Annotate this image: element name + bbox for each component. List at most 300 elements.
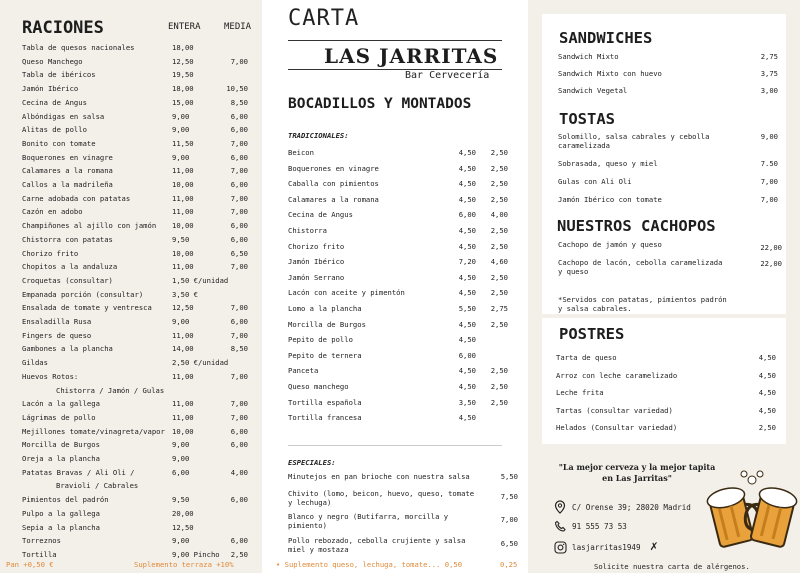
tosta-price: 7,00 bbox=[760, 195, 778, 204]
tradicional-row bbox=[262, 303, 528, 314]
racion-media: 6,00 bbox=[230, 180, 248, 189]
tradicional-price-a: 6,00 bbox=[458, 210, 476, 220]
tradicional-price-b: 2,50 bbox=[490, 382, 508, 391]
tosta-item bbox=[558, 132, 778, 150]
tradicional-price-b: 2,50 bbox=[490, 272, 508, 282]
tradicional-row bbox=[262, 287, 528, 298]
racion-row bbox=[0, 412, 262, 423]
tradicional-price-a: 4,50 bbox=[458, 366, 476, 376]
especial-line2: y lechuga) bbox=[288, 498, 332, 507]
racion-name: Gildas bbox=[22, 358, 48, 368]
brand-name: LAS JARRITAS bbox=[324, 44, 499, 68]
tradicional-name: Chistorra bbox=[288, 226, 327, 235]
racion-row bbox=[0, 83, 262, 94]
raciones-title: RACIONES bbox=[22, 18, 104, 38]
racion-name: Ensalada de tomate y ventresca bbox=[22, 303, 152, 313]
tradicional-name: Boquerones en vinagre bbox=[288, 163, 379, 173]
tradicional-price-b: 2,50 bbox=[490, 148, 508, 157]
postre-row bbox=[528, 352, 800, 363]
racion-row bbox=[0, 535, 262, 546]
racion-row bbox=[0, 522, 262, 533]
racion-row bbox=[0, 439, 262, 450]
postre-price: 4,50 bbox=[758, 405, 776, 415]
racion-name: Lágrimas de pollo bbox=[22, 412, 96, 422]
tradicional-row bbox=[262, 334, 528, 345]
especial-price: 6,50 bbox=[500, 539, 518, 548]
racion-row bbox=[0, 220, 262, 231]
racion-row bbox=[0, 289, 262, 300]
racion-row bbox=[0, 69, 262, 80]
racion-media: 6,00 bbox=[230, 221, 248, 231]
racion-row bbox=[0, 330, 262, 341]
postres-title: POSTRES bbox=[559, 325, 625, 343]
slogan-line1: "La mejor cerveza y la mejor tapita bbox=[558, 462, 716, 472]
instagram: lasjarritas1949 bbox=[572, 543, 641, 552]
postre-price: 4,50 bbox=[758, 353, 776, 362]
racion-media: 6,00 bbox=[230, 152, 248, 162]
section-divider bbox=[288, 445, 502, 446]
right-panel bbox=[528, 0, 800, 573]
racion-row bbox=[0, 248, 262, 259]
racion-row bbox=[0, 97, 262, 108]
cachopos-note bbox=[558, 295, 727, 313]
tradicional-price-b: 2,50 bbox=[490, 194, 508, 204]
racion-entera: 11,00 bbox=[172, 412, 194, 422]
tradicional-name: Cecina de Angus bbox=[288, 210, 353, 220]
racion-row bbox=[0, 453, 262, 464]
racion-name: Torreznos bbox=[22, 536, 61, 546]
racion-name: Bonito con tomate bbox=[22, 138, 96, 148]
racion-name: Mejillones tomate/vinagreta/vapor bbox=[22, 426, 165, 436]
racion-media: 7,00 bbox=[230, 193, 248, 203]
tradicional-price-a: 4,50 bbox=[458, 319, 476, 329]
racion-media: 7,00 bbox=[230, 207, 248, 217]
location-icon bbox=[554, 500, 566, 514]
racion-entera: 11,00 bbox=[172, 330, 194, 340]
sandwiches-title: SANDWICHES bbox=[559, 29, 653, 47]
especial-line1: Chivito (lomo, beicon, huevo, queso, tomate bbox=[288, 489, 475, 498]
racion-name: Oreja a la plancha bbox=[22, 454, 100, 463]
tradicionales-title: TRADICIONALES: bbox=[288, 131, 349, 140]
postre-price: 4,50 bbox=[758, 370, 776, 380]
racion-name: Chistorra / Jamón / Gulas bbox=[56, 385, 165, 395]
racion-row bbox=[0, 302, 262, 313]
tradicional-name: Queso manchego bbox=[288, 382, 349, 391]
postre-name: Arroz con leche caramelizado bbox=[556, 370, 678, 380]
racion-entera: 18,00 bbox=[172, 43, 194, 52]
tradicional-price-a: 3,50 bbox=[458, 397, 476, 407]
racion-media: 6,00 bbox=[230, 234, 248, 244]
tradicional-name: Lacón con aceite y pimentón bbox=[288, 288, 405, 298]
racion-row bbox=[0, 275, 262, 286]
racion-row bbox=[0, 426, 262, 437]
racion-media: 7,00 bbox=[230, 166, 248, 176]
tosta-line2: caramelizada bbox=[558, 141, 610, 150]
racion-name: Boquerones en vinagre bbox=[22, 152, 113, 162]
sandwich-row bbox=[528, 51, 800, 62]
racion-entera: 15,00 bbox=[172, 97, 194, 107]
tradicional-price-b: 4,00 bbox=[490, 210, 508, 220]
racion-row bbox=[0, 124, 262, 135]
racion-row bbox=[0, 261, 262, 272]
racion-name: Patatas Bravas / Ali Oli / bbox=[22, 467, 135, 477]
racion-name: Tabla de ibéricos bbox=[22, 70, 96, 80]
racion-name: Pimientos del padrón bbox=[22, 495, 109, 505]
especial-line1: Blanco y negro (Butifarra, morcilla y bbox=[288, 512, 449, 521]
sandwich-price: 3,75 bbox=[760, 69, 778, 78]
tradicional-row bbox=[262, 209, 528, 220]
sandwich-name: Sandwich Mixto con huevo bbox=[558, 69, 662, 78]
racion-entera: 11,00 bbox=[172, 207, 194, 217]
racion-entera: 11,50 bbox=[172, 138, 194, 148]
tradicional-row bbox=[262, 163, 528, 174]
racion-entera: 20,00 bbox=[172, 508, 194, 518]
racion-row bbox=[0, 398, 262, 409]
racion-entera: 14,00 bbox=[172, 344, 194, 354]
tradicional-row bbox=[262, 194, 528, 205]
racion-name: Calamares a la romana bbox=[22, 166, 113, 176]
cachopos-note-line1: *Servidos con patatas, pimientos padrón bbox=[558, 295, 727, 304]
racion-name: Alitas de pollo bbox=[22, 125, 87, 135]
especial-line1: Pollo rebozado, cebolla crujiente y salsa bbox=[288, 536, 466, 545]
racion-entera: 9,00 bbox=[172, 440, 190, 450]
tradicional-price-a: 4,50 bbox=[458, 194, 476, 204]
especiales-title: ESPECIALES: bbox=[288, 458, 336, 467]
racion-name: Empanada porción (consultar) bbox=[22, 289, 144, 299]
cachopo-line2: y queso bbox=[558, 267, 589, 276]
tradicional-price-a: 4,50 bbox=[458, 382, 476, 391]
tosta-line1: Sobrasada, queso y miel bbox=[558, 159, 658, 168]
tradicional-name: Caballa con pimientos bbox=[288, 179, 379, 189]
racion-entera: 11,00 bbox=[172, 262, 194, 272]
brand-subtitle: Bar Cervecería bbox=[405, 70, 490, 81]
tradicional-price-b: 2,50 bbox=[490, 366, 508, 376]
tradicional-name: Morcilla de Burgos bbox=[288, 319, 366, 329]
racion-row bbox=[0, 206, 262, 217]
footer-terraza: Suplemento terraza +10% bbox=[134, 560, 234, 569]
racion-entera: 10,00 bbox=[172, 426, 194, 436]
postre-name: Tarta de queso bbox=[556, 353, 617, 362]
racion-row bbox=[0, 138, 262, 149]
racion-media: 6,00 bbox=[230, 440, 248, 450]
racion-row bbox=[0, 152, 262, 163]
tostas-title: TOSTAS bbox=[559, 110, 615, 128]
racion-name: Jamón Ibérico bbox=[22, 84, 79, 94]
racion-entera: 19,50 bbox=[172, 70, 194, 80]
tradicional-name: Lomo a la plancha bbox=[288, 304, 362, 313]
racion-media: 8,50 bbox=[230, 344, 248, 354]
tradicional-price-b: 2,50 bbox=[490, 241, 508, 251]
bocadillos-panel bbox=[262, 0, 528, 573]
racion-entera: 9,00 Pincho bbox=[172, 549, 220, 559]
especial-item bbox=[288, 489, 518, 507]
tradicional-price-b: 2,50 bbox=[490, 179, 508, 189]
racion-entera: 6,00 bbox=[172, 467, 190, 477]
tradicional-price-a: 4,50 bbox=[458, 241, 476, 251]
tradicional-name: Beicon bbox=[288, 148, 314, 157]
cachopo-item bbox=[558, 240, 782, 252]
cachopo-item bbox=[558, 258, 782, 276]
racion-media: 7,00 bbox=[230, 371, 248, 381]
tradicional-price-b: 2,75 bbox=[490, 304, 508, 313]
racion-name: Chorizo frito bbox=[22, 248, 79, 258]
tosta-price: 7.50 bbox=[760, 159, 778, 168]
tradicional-row bbox=[262, 319, 528, 330]
tradicional-row bbox=[262, 225, 528, 236]
address: C/ Orense 39; 28020 Madrid bbox=[572, 503, 691, 512]
cachopo-line1: Cachopo de jamón y queso bbox=[558, 240, 662, 249]
racion-name: Champiñones al ajillo con jamón bbox=[22, 221, 157, 231]
tosta-item bbox=[558, 195, 778, 204]
tradicional-price-b: 2,50 bbox=[490, 397, 508, 407]
tosta-price: 9,00 bbox=[760, 132, 778, 141]
racion-media: 7,00 bbox=[230, 412, 248, 422]
tradicional-price-a: 4,50 bbox=[458, 288, 476, 298]
tradicional-name: Jamón Serrano bbox=[288, 272, 345, 282]
racion-entera: 11,00 bbox=[172, 399, 194, 409]
tradicional-row bbox=[262, 381, 528, 392]
racion-entera: 3,50 € bbox=[172, 289, 198, 299]
postre-name: Leche frita bbox=[556, 388, 604, 398]
racion-name: Pulpo a la gallega bbox=[22, 508, 100, 518]
racion-media: 10,50 bbox=[226, 84, 248, 94]
racion-name: Huevos Rotos: bbox=[22, 371, 79, 381]
racion-entera: 9,00 bbox=[172, 454, 190, 463]
racion-name: Fingers de queso bbox=[22, 330, 92, 340]
tradicional-price-a: 6,00 bbox=[458, 350, 476, 360]
tradicional-row bbox=[262, 178, 528, 189]
racion-row bbox=[0, 42, 262, 53]
racion-media: 7,00 bbox=[230, 303, 248, 313]
title-divider bbox=[288, 40, 502, 41]
tradicional-name: Panceta bbox=[288, 366, 319, 376]
tradicional-row bbox=[262, 412, 528, 423]
x-logo-icon: ✗ bbox=[650, 539, 658, 554]
tradicional-name: Pepito de ternera bbox=[288, 350, 362, 360]
postre-row bbox=[528, 387, 800, 398]
racion-name: Lacón a la gallega bbox=[22, 399, 100, 409]
racion-entera: 12,50 bbox=[172, 522, 194, 532]
racion-name: Callos a la madrileña bbox=[22, 180, 113, 189]
tosta-item bbox=[558, 177, 778, 186]
sandwich-price: 2,75 bbox=[760, 52, 778, 61]
tradicional-price-a: 4,50 bbox=[458, 335, 476, 345]
cachopo-price: 22,00 bbox=[760, 259, 782, 268]
tradicional-price-a: 5,50 bbox=[458, 304, 476, 313]
col-media-header: MEDIA bbox=[224, 22, 252, 32]
racion-name: Chistorra con patatas bbox=[22, 234, 113, 244]
racion-entera: 11,00 bbox=[172, 371, 194, 381]
racion-name: Cecina de Angus bbox=[22, 97, 87, 107]
postre-row bbox=[528, 370, 800, 381]
racion-row bbox=[0, 193, 262, 204]
racion-entera: 11,00 bbox=[172, 193, 194, 203]
tradicional-name: Tortilla francesa bbox=[288, 413, 362, 423]
racion-media: 2,50 bbox=[230, 549, 248, 559]
racion-entera: 9,50 bbox=[172, 495, 190, 505]
racion-entera: 9,00 bbox=[172, 317, 190, 326]
tradicional-price-a: 4,50 bbox=[458, 163, 476, 173]
racion-media: 7,00 bbox=[230, 330, 248, 340]
racion-name: Tabla de quesos nacionales bbox=[22, 43, 135, 52]
racion-entera: 1,50 €/unidad bbox=[172, 275, 229, 285]
racion-media: 8,50 bbox=[230, 97, 248, 107]
tosta-line1: Jamón Ibérico con tomate bbox=[558, 195, 662, 204]
racion-row bbox=[0, 165, 262, 176]
racion-row bbox=[0, 56, 262, 67]
racion-name: Queso Manchego bbox=[22, 56, 83, 66]
suplemento-note: • Suplemento queso, lechuga, tomate... 0,50 bbox=[276, 560, 463, 569]
tradicional-name: Calamares a la romana bbox=[288, 194, 379, 204]
racion-row bbox=[0, 480, 262, 491]
tradicional-price-a: 4,50 bbox=[458, 226, 476, 235]
racion-entera: 10,00 bbox=[172, 248, 194, 258]
postre-price: 2,50 bbox=[758, 423, 776, 433]
racion-media: 7,00 bbox=[230, 399, 248, 409]
racion-media: 7,00 bbox=[230, 56, 248, 66]
racion-media: 4,00 bbox=[230, 467, 248, 477]
especial-line2: miel y mostaza bbox=[288, 545, 349, 554]
tosta-price: 7,00 bbox=[760, 177, 778, 186]
especial-line2: pimiento) bbox=[288, 521, 327, 530]
sandwich-row bbox=[528, 85, 800, 96]
suplemento-note-b: 0,25 bbox=[500, 560, 518, 569]
tradicional-price-b: 2,50 bbox=[490, 319, 508, 329]
tradicional-row bbox=[262, 397, 528, 408]
alergenos-note: Solicite nuestra carta de alérgenos. bbox=[594, 562, 750, 571]
cachopos-title: NUESTROS CACHOPOS bbox=[557, 217, 716, 235]
racion-entera: 12,50 bbox=[172, 303, 194, 313]
footer-pan: Pan +0,50 € bbox=[6, 560, 54, 569]
racion-entera: 11,00 bbox=[172, 166, 194, 176]
especial-item bbox=[288, 536, 518, 554]
phone: 91 555 73 53 bbox=[572, 522, 627, 531]
tradicional-price-a: 4,50 bbox=[458, 148, 476, 157]
tradicional-row bbox=[262, 350, 528, 361]
racion-row bbox=[0, 467, 262, 478]
racion-name: Croquetas (consultar) bbox=[22, 275, 113, 285]
racion-entera: 9,00 bbox=[172, 152, 190, 162]
racion-row bbox=[0, 316, 262, 327]
sandwich-name: Sandwich Mixto bbox=[558, 52, 619, 61]
racion-row bbox=[0, 357, 262, 368]
racion-entera: 9,00 bbox=[172, 536, 190, 546]
tradicional-price-b: 4,60 bbox=[490, 257, 508, 267]
racion-name: Bravioli / Cabrales bbox=[56, 481, 139, 491]
tradicional-price-a: 4,50 bbox=[458, 272, 476, 282]
tradicional-row bbox=[262, 256, 528, 267]
tradicional-row bbox=[262, 365, 528, 376]
especial-line1: Minutejos en pan brioche con nuestra salsa bbox=[288, 472, 470, 481]
racion-row bbox=[0, 549, 262, 560]
racion-entera: 9,50 bbox=[172, 234, 190, 244]
tradicional-name: Pepito de pollo bbox=[288, 335, 353, 345]
tradicional-price-b: 2,50 bbox=[490, 288, 508, 298]
tradicional-row bbox=[262, 272, 528, 283]
tosta-line1: Gulas con Ali Oli bbox=[558, 177, 632, 186]
slogan-line2: en Las Jarritas" bbox=[602, 473, 672, 483]
racion-entera: 9,00 bbox=[172, 125, 190, 135]
racion-entera: 10,00 bbox=[172, 221, 194, 231]
sandwich-name: Sandwich Vegetal bbox=[558, 86, 628, 95]
tradicional-price-b: 2,50 bbox=[490, 163, 508, 173]
racion-media: 6,00 bbox=[230, 317, 248, 326]
racion-entera: 12,50 bbox=[172, 56, 194, 66]
racion-name: Ensaladilla Rusa bbox=[22, 317, 92, 326]
racion-media: 6,50 bbox=[230, 248, 248, 258]
tradicional-price-b: 2,50 bbox=[490, 226, 508, 235]
postre-price: 4,50 bbox=[758, 388, 776, 398]
raciones-panel bbox=[0, 0, 262, 573]
racion-media: 7,00 bbox=[230, 262, 248, 272]
racion-entera: 2,50 €/unidad bbox=[172, 358, 229, 368]
racion-name: Albóndigas en salsa bbox=[22, 111, 105, 121]
racion-row bbox=[0, 234, 262, 245]
tosta-line1: Solomillo, salsa cabrales y cebolla bbox=[558, 132, 710, 141]
sandwich-price: 3,00 bbox=[760, 86, 778, 95]
sandwich-row bbox=[528, 68, 800, 79]
tradicional-name: Jamón Ibérico bbox=[288, 257, 345, 267]
racion-name: Morcilla de Burgos bbox=[22, 440, 100, 450]
cachopo-line1: Cachopo de lacón, cebolla caramelizada bbox=[558, 258, 723, 267]
beer-mugs-illustration bbox=[704, 468, 800, 558]
racion-media: 7,00 bbox=[230, 138, 248, 148]
racion-row bbox=[0, 343, 262, 354]
instagram-icon bbox=[554, 541, 567, 554]
cachopos-note-line2: y salsa cabrales. bbox=[558, 304, 632, 313]
racion-row bbox=[0, 494, 262, 505]
racion-name: Tortilla bbox=[22, 549, 57, 559]
especial-item bbox=[288, 512, 518, 530]
postre-name: Tartas (consultar variedad) bbox=[556, 405, 673, 415]
racion-name: Carne adobada con patatas bbox=[22, 193, 131, 203]
postre-row bbox=[528, 422, 800, 433]
racion-name: Gambones a la plancha bbox=[22, 344, 113, 354]
especial-price: 7,50 bbox=[500, 492, 518, 501]
tradicional-row bbox=[262, 147, 528, 158]
racion-row bbox=[0, 179, 262, 190]
racion-row bbox=[0, 508, 262, 519]
carta-title: CARTA bbox=[288, 6, 360, 31]
especial-price: 5,50 bbox=[500, 472, 518, 481]
tosta-item bbox=[558, 159, 778, 168]
racion-entera: 10,00 bbox=[172, 180, 194, 189]
tradicional-row bbox=[262, 241, 528, 252]
slogan bbox=[552, 462, 722, 484]
racion-media: 6,00 bbox=[230, 536, 248, 546]
tradicional-price-a: 4,50 bbox=[458, 413, 476, 423]
racion-media: 6,00 bbox=[230, 125, 248, 135]
especial-item bbox=[288, 472, 518, 481]
cachopo-price: 22,00 bbox=[760, 243, 782, 252]
racion-entera: 18,00 bbox=[172, 84, 194, 94]
racion-name: Cazón en adobo bbox=[22, 207, 83, 217]
tradicional-price-a: 7,20 bbox=[458, 257, 476, 267]
racion-row bbox=[0, 371, 262, 382]
especial-price: 7,00 bbox=[500, 515, 518, 524]
racion-name: Sepia a la plancha bbox=[22, 522, 100, 532]
bocadillos-title: BOCADILLOS Y MONTADOS bbox=[288, 96, 472, 112]
tradicional-name: Tortilla española bbox=[288, 397, 362, 407]
postre-name: Helados (Consultar variedad) bbox=[556, 423, 678, 433]
postre-row bbox=[528, 405, 800, 416]
tradicional-name: Chorizo frito bbox=[288, 241, 345, 251]
col-entera-header: ENTERA bbox=[168, 22, 201, 32]
phone-icon bbox=[554, 520, 567, 533]
racion-media: 6,00 bbox=[230, 111, 248, 121]
racion-entera: 9,00 bbox=[172, 111, 190, 121]
racion-name: Chopitos a la andaluza bbox=[22, 262, 118, 272]
